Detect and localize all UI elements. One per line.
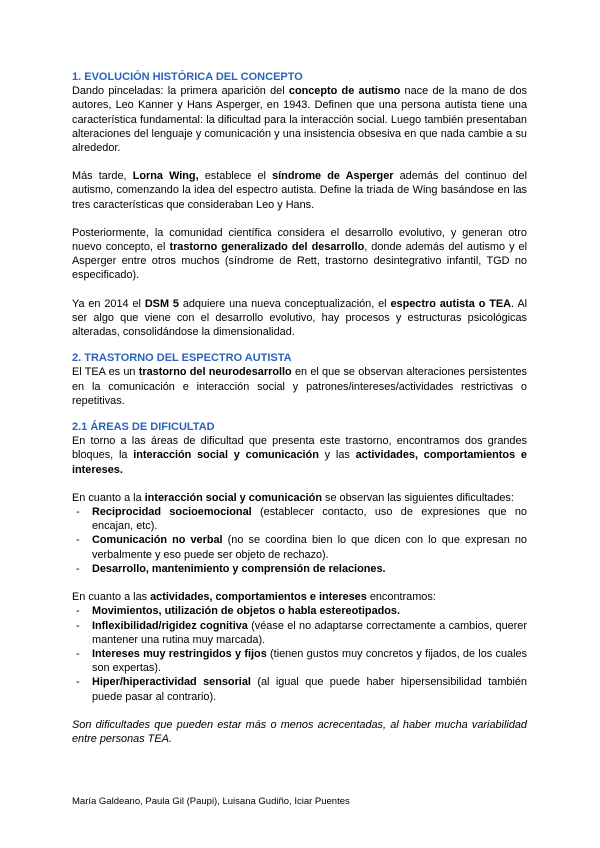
closing-note: Son dificultades que pueden estar más o menos acrecentadas, al haber mucha variabilidad entre personas TEA. [72, 718, 527, 745]
paragraph-dsm5: Ya en 2014 el DSM 5 adquiere una nueva conceptualización, el espectro autista o TEA. Al ser algo que viene con el desarrollo evolutivo, hay procesos y estructuras psicológicas alteradas, consolidándose la dimensionalidad. [72, 297, 528, 339]
list-item: - Movimientos, utilización de objetos o habla estereotipados. [92, 604, 527, 618]
list-interaccion [72, 505, 527, 576]
paragraph-actividades-intro: En cuanto a las actividades, comportamientos e intereses encontramos: [72, 591, 436, 604]
paragraph-tgd: Posteriormente, la comunidad científica considera el desarrollo evolutivo, y generan otro nuevo concepto, el trastorno generalizado del desarrollo, donde además del autismo y el Asperger entre otros muchos (síndrome de Rett, trastorno desintegrativo infantil, TGD no especificado). [72, 226, 528, 282]
paragraph-interaccion-intro: En cuanto a la interacción social y comunicación se observan las siguientes dificultades: [72, 491, 514, 504]
list-item: - Reciprocidad socioemocional (establecer contacto, uso de expresiones que no encajan, etc). [92, 505, 527, 533]
paragraph-pinceladas: Dando pinceladas: la primera aparición del concepto de autismo nace de la mano de dos autores, Leo Kanner y Hans Asperger, en 1943. Definen que una persona autista tiene una característica fundamental: la dificultad para la interacción social. Luego también presentaban alteraciones del lenguaje y comunicación y una insistencia obsesiva en que nada cambie a su alrededor. [72, 85, 527, 155]
list-item: - Intereses muy restringidos y fijos (tienen gustos muy concretos y fijados, de los cuales son expertas). [92, 647, 527, 675]
section-heading-tea: 2. TRASTORNO DEL ESPECTRO AUTISTA [72, 352, 292, 365]
section-heading-areas: 2.1 ÁREAS DE DIFICULTAD [72, 421, 215, 434]
list-item: - Hiper/hiperactividad sensorial (al igual que puede haber hipersensibilidad también puede pasar al contrario). [92, 675, 527, 703]
document-body [72, 70, 527, 746]
paragraph-tea-definition: El TEA es un trastorno del neurodesarrollo en el que se observan alteraciones persistentes en la comunicación e interacción social y patrones/intereses/actividades restrictivas o repetitivas. [72, 366, 527, 407]
list-item: - Comunicación no verbal (no se coordina bien lo que dicen con lo que expresan no verbalmente y eso puede ser objeto de rechazo). [92, 533, 527, 561]
page-footer-authors: María Galdeano, Paula Gil (Paupi), Luisana Gudiño, Iciar Puentes [72, 796, 350, 807]
list-item: - Inflexibilidad/rigidez cognitiva (véase el no adaptarse correctamente a cambios, querer mantener una rutina muy marcada). [92, 619, 527, 647]
section-heading-evolucion: 1. EVOLUCIÓN HISTÓRICA DEL CONCEPTO [72, 71, 303, 83]
paragraph-bloques: En torno a las áreas de dificultad que presenta este trastorno, encontramos dos grandes bloques, la interacción social y comunicación y las actividades, comportamientos e intereses. [72, 435, 527, 476]
list-actividades [72, 604, 527, 703]
list-item: - Desarrollo, mantenimiento y comprensión de relaciones. [92, 562, 527, 576]
paragraph-lorna-wing: Más tarde, Lorna Wing, establece el síndrome de Asperger además del continuo del autismo, comenzando la idea del espectro autista. Define la triada de Wing basándose en las tres características que consideraban Leo y Hans. [72, 170, 527, 211]
